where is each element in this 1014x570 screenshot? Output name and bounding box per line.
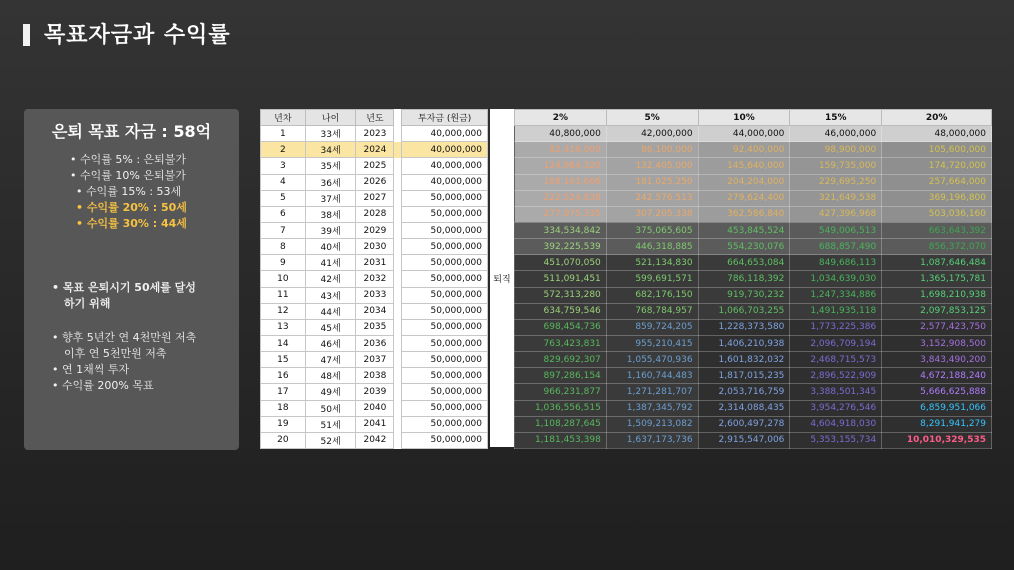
table-cell: 9: [261, 255, 306, 271]
return-cell: 277,975,335: [515, 206, 607, 222]
return-cell: 3,152,908,500: [882, 335, 992, 351]
return-cell: 2,915,547,006: [698, 432, 790, 448]
return-cell: 599,691,571: [606, 271, 698, 287]
return-cell: 1,228,373,580: [698, 319, 790, 335]
bullet-item: • 수익률 5% : 은퇴불가: [70, 153, 187, 166]
table-cell: 33세: [305, 126, 356, 142]
return-cell: 2,314,088,435: [698, 400, 790, 416]
return-cell: 1,034,639,030: [790, 271, 882, 287]
return-cell: 763,423,831: [515, 335, 607, 351]
return-cell: 2,096,709,194: [790, 335, 882, 351]
table-cell: 2: [261, 142, 306, 158]
return-cell: 1,066,703,255: [698, 303, 790, 319]
return-cell: 521,134,830: [606, 255, 698, 271]
table-cell: 16: [261, 368, 306, 384]
return-cell: 4,672,188,240: [882, 368, 992, 384]
table-cell: 20: [261, 432, 306, 448]
table-cell: 2040: [356, 400, 394, 416]
table-row: [261, 416, 488, 432]
table-cell: 50세: [305, 400, 356, 416]
return-cell: 8,291,941,279: [882, 416, 992, 432]
table-cell: 2024: [356, 142, 394, 158]
table-cell: 2029: [356, 222, 394, 238]
table-cell: 2042: [356, 432, 394, 448]
return-cell: 1,108,287,645: [515, 416, 607, 432]
table-row: [515, 126, 992, 142]
header-rate-5: 5%: [606, 110, 698, 126]
table-cell: 11: [261, 287, 306, 303]
return-cell: 174,720,000: [882, 158, 992, 174]
return-cell: 1,271,281,707: [606, 384, 698, 400]
table-cell: 50,000,000: [402, 287, 488, 303]
table-cell: 38세: [305, 206, 356, 222]
return-cell: 859,724,205: [606, 319, 698, 335]
table-cell: 50,000,000: [402, 319, 488, 335]
table-cell: 47세: [305, 352, 356, 368]
return-cell: 955,210,415: [606, 335, 698, 351]
return-cell: 168,161,606: [515, 174, 607, 190]
table-row: [515, 432, 992, 448]
table-row: [261, 222, 488, 238]
table-row: [515, 335, 992, 351]
plan-bullet-cont: 이후 연 5천만원 저축: [64, 347, 167, 360]
return-cell: 1,365,175,781: [882, 271, 992, 287]
return-cell: 242,576,513: [606, 190, 698, 206]
table-cell: 36세: [305, 174, 356, 190]
return-cell: 334,534,842: [515, 222, 607, 238]
return-cell: 279,624,400: [698, 190, 790, 206]
spacer-cell: [394, 126, 402, 142]
table-row: [261, 158, 488, 174]
table-row: [261, 271, 488, 287]
table-row: [261, 287, 488, 303]
return-cell: 427,396,968: [790, 206, 882, 222]
return-cell: 40,800,000: [515, 126, 607, 142]
return-cell: 768,784,957: [606, 303, 698, 319]
table-cell: 51세: [305, 416, 356, 432]
table-row: [515, 352, 992, 368]
table-cell: 43세: [305, 287, 356, 303]
return-cell: 897,286,154: [515, 368, 607, 384]
return-cell: 86,100,000: [606, 142, 698, 158]
table-cell: 2030: [356, 239, 394, 255]
table-cell: 50,000,000: [402, 271, 488, 287]
table-cell: 40세: [305, 239, 356, 255]
table-row: [261, 206, 488, 222]
return-cell: 849,686,113: [790, 255, 882, 271]
return-cell: 132,405,000: [606, 158, 698, 174]
table-row: [261, 126, 488, 142]
return-cell: 44,000,000: [698, 126, 790, 142]
table-cell: 41세: [305, 255, 356, 271]
table-cell: 50,000,000: [402, 400, 488, 416]
spacer-cell: [394, 142, 402, 158]
return-cell: 634,759,546: [515, 303, 607, 319]
return-cell: 554,230,076: [698, 239, 790, 255]
table-cell: 2028: [356, 206, 394, 222]
table-cell: 45세: [305, 319, 356, 335]
return-cell: 3,388,501,345: [790, 384, 882, 400]
return-cell: 42,000,000: [606, 126, 698, 142]
table-row: [515, 255, 992, 271]
table-cell: 40,000,000: [402, 174, 488, 190]
return-cell: 124,864,320: [515, 158, 607, 174]
table-cell: 50,000,000: [402, 222, 488, 238]
table-cell: 40,000,000: [402, 142, 488, 158]
table-row: [515, 416, 992, 432]
table-cell: 13: [261, 319, 306, 335]
return-cell: 786,118,392: [698, 271, 790, 287]
return-cell: 48,000,000: [882, 126, 992, 142]
return-cell: 1,406,210,938: [698, 335, 790, 351]
return-cell: 5,353,155,734: [790, 432, 882, 448]
table-cell: 50,000,000: [402, 255, 488, 271]
table-cell: 50,000,000: [402, 416, 488, 432]
header-rate-2: 2%: [515, 110, 607, 126]
table-row: [515, 287, 992, 303]
summary-card: [24, 109, 239, 450]
return-cell: 1,247,334,886: [790, 287, 882, 303]
return-cell: 4,604,918,030: [790, 416, 882, 432]
spacer-cell: [394, 335, 402, 351]
table-row: [261, 303, 488, 319]
return-cell: 829,692,307: [515, 352, 607, 368]
retire-label: 퇴직: [490, 109, 514, 447]
return-cell: 362,586,840: [698, 206, 790, 222]
table-cell: 2023: [356, 126, 394, 142]
header-year: 년도: [356, 110, 394, 126]
table-cell: 4: [261, 174, 306, 190]
return-cell: 446,318,885: [606, 239, 698, 255]
return-cell: 1,087,646,484: [882, 255, 992, 271]
return-cell: 1,181,453,398: [515, 432, 607, 448]
table-cell: 2038: [356, 368, 394, 384]
spacer-cell: [394, 400, 402, 416]
table-cell: 50,000,000: [402, 239, 488, 255]
page-title: 목표자금과 수익률: [44, 23, 231, 48]
table-row: [261, 384, 488, 400]
table-cell: 50,000,000: [402, 335, 488, 351]
table-cell: 50,000,000: [402, 432, 488, 448]
table-row: [515, 174, 992, 190]
return-cell: 375,065,605: [606, 222, 698, 238]
return-cell: 1,509,213,082: [606, 416, 698, 432]
table-cell: 2035: [356, 319, 394, 335]
return-cell: 966,231,877: [515, 384, 607, 400]
spacer-cell: [394, 255, 402, 271]
return-cell: 257,664,000: [882, 174, 992, 190]
table-cell: 8: [261, 239, 306, 255]
table-cell: 44세: [305, 303, 356, 319]
return-cell: 46,000,000: [790, 126, 882, 142]
table-cell: 14: [261, 335, 306, 351]
return-cell: 229,695,250: [790, 174, 882, 190]
bullet-item-highlight: • 수익률 20% : 50세: [76, 201, 187, 214]
return-cell: 6,859,951,066: [882, 400, 992, 416]
return-cell: 2,896,522,909: [790, 368, 882, 384]
table-cell: 18: [261, 400, 306, 416]
return-cell: 369,196,800: [882, 190, 992, 206]
spacer-cell: [394, 206, 402, 222]
return-cell: 5,666,625,888: [882, 384, 992, 400]
bullet-item: • 수익률 15% : 53세: [76, 185, 182, 198]
return-cell: 105,600,000: [882, 142, 992, 158]
table-cell: 49세: [305, 384, 356, 400]
spacer-cell: [394, 158, 402, 174]
return-cell: 1,491,935,118: [790, 303, 882, 319]
table-row: [515, 384, 992, 400]
spacer-cell: [394, 384, 402, 400]
return-cell: 10,010,329,535: [882, 432, 992, 448]
plan-bullet: • 향후 5년간 연 4천만원 저축: [52, 331, 197, 344]
table-row: [515, 190, 992, 206]
table-cell: 50,000,000: [402, 303, 488, 319]
table-cell: 2036: [356, 335, 394, 351]
return-cell: 451,070,050: [515, 255, 607, 271]
header-rate-15: 15%: [790, 110, 882, 126]
table-cell: 37세: [305, 190, 356, 206]
table-row: [261, 335, 488, 351]
return-cell: 698,454,736: [515, 319, 607, 335]
return-cell: 1,160,744,483: [606, 368, 698, 384]
table-cell: 2039: [356, 384, 394, 400]
header-principal: 투자금 (원금): [402, 110, 488, 126]
bullet-item-highlight: • 수익률 30% : 44세: [76, 217, 187, 230]
table-cell: 19: [261, 416, 306, 432]
spacer-cell: [394, 368, 402, 384]
table-cell: 46세: [305, 335, 356, 351]
return-cell: 159,735,000: [790, 158, 882, 174]
header-rate-10: 10%: [698, 110, 790, 126]
return-cell: 321,649,538: [790, 190, 882, 206]
spacer-cell: [394, 190, 402, 206]
table-cell: 50,000,000: [402, 206, 488, 222]
table-cell: 40,000,000: [402, 158, 488, 174]
table-cell: 39세: [305, 222, 356, 238]
bullet-item: • 수익률 10% 은퇴불가: [70, 169, 186, 182]
table-row: [261, 174, 488, 190]
table-row: [261, 190, 488, 206]
return-cell: 503,036,160: [882, 206, 992, 222]
return-cell: 222,524,838: [515, 190, 607, 206]
title-accent-bar: [23, 24, 30, 46]
return-cell: 1,773,225,386: [790, 319, 882, 335]
return-cell: 181,025,250: [606, 174, 698, 190]
goal-bullet: • 목표 은퇴시기 50세를 달성: [52, 281, 196, 294]
returns-table: [514, 109, 992, 449]
table-cell: 50,000,000: [402, 352, 488, 368]
table-row: [261, 142, 488, 158]
table-cell: 7: [261, 222, 306, 238]
spacer-cell: [394, 319, 402, 335]
table-cell: 50,000,000: [402, 190, 488, 206]
return-cell: 307,205,338: [606, 206, 698, 222]
return-cell: 688,857,490: [790, 239, 882, 255]
table-row: [261, 368, 488, 384]
table-row: [261, 255, 488, 271]
return-cell: 92,400,000: [698, 142, 790, 158]
return-cell: 3,843,490,200: [882, 352, 992, 368]
spacer-cell: [394, 271, 402, 287]
return-cell: 3,954,276,546: [790, 400, 882, 416]
table-row: [515, 271, 992, 287]
return-cell: 392,225,539: [515, 239, 607, 255]
table-row: [515, 206, 992, 222]
table-cell: 17: [261, 384, 306, 400]
return-cell: 204,204,000: [698, 174, 790, 190]
table-row: [261, 319, 488, 335]
return-cell: 856,372,070: [882, 239, 992, 255]
return-cell: 1,036,556,515: [515, 400, 607, 416]
return-cell: 664,653,084: [698, 255, 790, 271]
return-cell: 1,055,470,936: [606, 352, 698, 368]
table-cell: 2026: [356, 174, 394, 190]
return-cell: 572,313,280: [515, 287, 607, 303]
goal-bullet-cont: 하기 위해: [64, 297, 111, 310]
table-row: [261, 432, 488, 448]
return-cell: 919,730,232: [698, 287, 790, 303]
investment-table: [260, 109, 488, 449]
table-row: [261, 239, 488, 255]
spacer-cell: [394, 352, 402, 368]
table-cell: 2034: [356, 303, 394, 319]
spacer-cell: [394, 174, 402, 190]
table-cell: 3: [261, 158, 306, 174]
table-cell: 50,000,000: [402, 384, 488, 400]
table-cell: 2025: [356, 158, 394, 174]
spacer-cell: [394, 287, 402, 303]
spacer-cell: [394, 239, 402, 255]
spacer-cell: [394, 303, 402, 319]
table-cell: 2027: [356, 190, 394, 206]
return-cell: 1,387,345,792: [606, 400, 698, 416]
table-cell: 34세: [305, 142, 356, 158]
return-cell: 1,817,015,235: [698, 368, 790, 384]
return-cell: 82,416,000: [515, 142, 607, 158]
plan-bullet: • 연 1채씩 투자: [52, 363, 130, 376]
table-row: [515, 239, 992, 255]
table-row: [515, 303, 992, 319]
table-row: [515, 142, 992, 158]
spacer-cell: [394, 432, 402, 448]
return-cell: 663,643,392: [882, 222, 992, 238]
table-cell: 50,000,000: [402, 368, 488, 384]
table-cell: 42세: [305, 271, 356, 287]
return-cell: 511,091,451: [515, 271, 607, 287]
spacer-cell: [394, 416, 402, 432]
table-cell: 15: [261, 352, 306, 368]
table-row: [261, 352, 488, 368]
return-cell: 1,698,210,938: [882, 287, 992, 303]
table-cell: 12: [261, 303, 306, 319]
return-cell: 1,637,173,736: [606, 432, 698, 448]
plan-bullet: • 수익률 200% 목표: [52, 379, 154, 392]
table-cell: 10: [261, 271, 306, 287]
table-cell: 40,000,000: [402, 126, 488, 142]
table-cell: 2032: [356, 271, 394, 287]
return-cell: 2,053,716,759: [698, 384, 790, 400]
table-cell: 2031: [356, 255, 394, 271]
table-row: [515, 368, 992, 384]
spacer-cell: [394, 222, 402, 238]
table-cell: 35세: [305, 158, 356, 174]
return-cell: 2,097,853,125: [882, 303, 992, 319]
table-row: [515, 158, 992, 174]
return-cell: 2,577,423,750: [882, 319, 992, 335]
table-cell: 2033: [356, 287, 394, 303]
return-cell: 549,006,513: [790, 222, 882, 238]
table-cell: 5: [261, 190, 306, 206]
return-cell: 453,845,524: [698, 222, 790, 238]
table-cell: 52세: [305, 432, 356, 448]
return-cell: 2,600,497,278: [698, 416, 790, 432]
return-cell: 2,468,715,573: [790, 352, 882, 368]
header-year-index: 년차: [261, 110, 306, 126]
table-row: [515, 319, 992, 335]
table-row: [515, 400, 992, 416]
return-cell: 145,640,000: [698, 158, 790, 174]
header-rate-20: 20%: [882, 110, 992, 126]
table-cell: 1: [261, 126, 306, 142]
table-cell: 48세: [305, 368, 356, 384]
table-cell: 6: [261, 206, 306, 222]
table-row: [515, 222, 992, 238]
table-cell: 2037: [356, 352, 394, 368]
return-cell: 98,900,000: [790, 142, 882, 158]
return-cell: 682,176,150: [606, 287, 698, 303]
card-heading: 은퇴 목표 자금 : 58억: [51, 122, 212, 141]
header-age: 나이: [305, 110, 356, 126]
return-cell: 1,601,832,032: [698, 352, 790, 368]
table-cell: 2041: [356, 416, 394, 432]
table-row: [261, 400, 488, 416]
